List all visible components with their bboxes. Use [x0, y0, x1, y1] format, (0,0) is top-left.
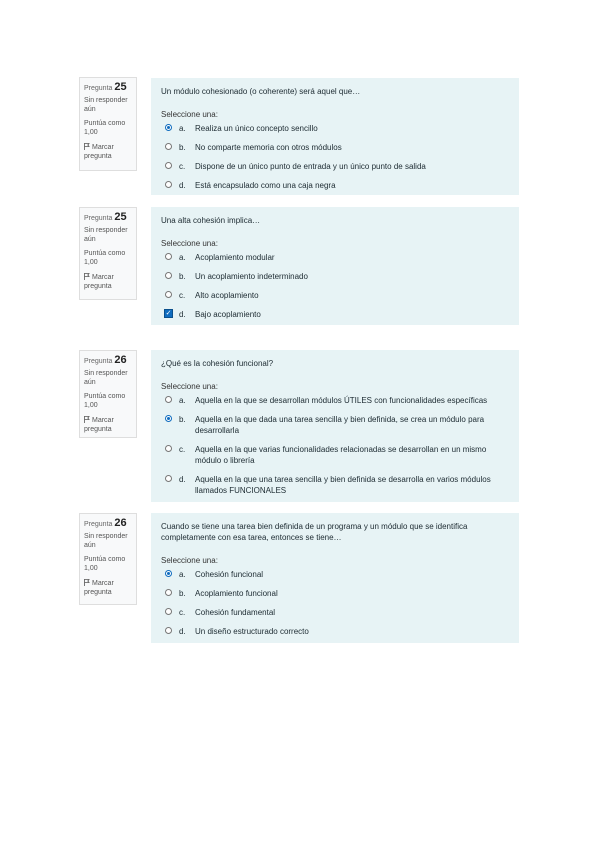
checkmark-icon[interactable]: ✓: [165, 310, 172, 317]
question-info: [79, 513, 137, 605]
answer-option[interactable]: b. Un acoplamiento indeterminado: [161, 271, 509, 282]
flag-icon: [84, 273, 90, 280]
question-info: [79, 350, 137, 438]
question-points: Puntúa como 1,00: [84, 120, 126, 136]
question-status: Sin responder aún: [84, 370, 128, 386]
answer-option[interactable]: b. Acoplamiento funcional: [161, 588, 509, 599]
question-points: Puntúa como 1,00: [84, 393, 126, 409]
radio-button[interactable]: [165, 396, 172, 403]
question-status: Sin responder aún: [84, 97, 128, 113]
flag-icon: [84, 416, 90, 423]
radio-button[interactable]: [165, 143, 172, 150]
answer-option[interactable]: a. Acoplamiento modular: [161, 252, 509, 263]
question-content: [151, 350, 519, 502]
flag-icon: [84, 143, 90, 150]
question-number: 25: [114, 211, 127, 223]
question-text: Cuando se tiene una tarea bien definida de un programa y un módulo que se identifica completamente con esa tarea, entonces se tiene…: [161, 522, 468, 542]
radio-button[interactable]: [165, 475, 172, 482]
question-content: [151, 207, 519, 325]
flag-question-button[interactable]: Marcar pregunta: [84, 580, 114, 596]
radio-button[interactable]: [165, 162, 172, 169]
answer-option[interactable]: c. Alto acoplamiento: [161, 290, 509, 301]
answer-option[interactable]: c. Aquella en la que varias funcionalidades relacionadas se desarrollan en un mismo módulo o librería: [161, 444, 509, 466]
radio-button[interactable]: [165, 291, 172, 298]
answer-prompt: Seleccione una:: [161, 110, 218, 119]
answer-option[interactable]: d. Un diseño estructurado correcto: [161, 626, 509, 637]
answer-prompt: Seleccione una:: [161, 556, 218, 565]
question-number: 26: [114, 517, 127, 529]
radio-button[interactable]: [165, 253, 172, 260]
question-info: [79, 207, 137, 300]
question-number: 26: [114, 354, 127, 366]
question-status: Sin responder aún: [84, 533, 128, 549]
radio-button[interactable]: [165, 181, 172, 188]
flag-question-button[interactable]: Marcar pregunta: [84, 274, 114, 290]
question-info: [79, 77, 137, 171]
question-points: Puntúa como 1,00: [84, 556, 126, 572]
flag-question-button[interactable]: Marcar pregunta: [84, 417, 114, 433]
answer-option[interactable]: c. Cohesión fundamental: [161, 607, 509, 618]
question-points: Puntúa como 1,00: [84, 250, 126, 266]
flag-question-button[interactable]: Marcar pregunta: [84, 144, 114, 160]
question-status: Sin responder aún: [84, 227, 128, 243]
answer-option[interactable]: a. Aquella en la que se desarrollan módulos ÚTILES con funcionalidades específicas: [161, 395, 509, 406]
question-content: [151, 78, 519, 195]
radio-button[interactable]: [165, 589, 172, 596]
radio-selected[interactable]: [165, 570, 172, 577]
question-number-label: Pregunta 26: [84, 354, 127, 366]
question-content: [151, 513, 519, 643]
radio-selected[interactable]: [165, 124, 172, 131]
answer-option[interactable]: a. Cohesión funcional: [161, 569, 509, 580]
question-number-label: Pregunta 26: [84, 517, 127, 529]
answer-option[interactable]: b. Aquella en la que dada una tarea sencilla y bien definida, se crea un módulo para desarrollarla: [161, 414, 509, 436]
answer-option[interactable]: d. Aquella en la que una tarea sencilla y bien definida se desarrolla en varios módulos llamados FUNCIONALES: [161, 474, 509, 496]
question-number: 25: [114, 81, 127, 93]
radio-selected[interactable]: [165, 415, 172, 422]
flag-icon: [84, 579, 90, 586]
answer-option[interactable]: c. Dispone de un único punto de entrada y un único punto de salida: [161, 161, 509, 172]
radio-button[interactable]: [165, 445, 172, 452]
question-text: Una alta cohesión implica…: [161, 216, 261, 225]
question-text: ¿Qué es la cohesión funcional?: [161, 359, 274, 368]
answer-option[interactable]: d. Está encapsulado como una caja negra: [161, 180, 509, 191]
radio-button[interactable]: [165, 272, 172, 279]
question-number-label: Pregunta 25: [84, 211, 127, 223]
question-text: Un módulo cohesionado (o coherente) será aquel que…: [161, 87, 361, 96]
answer-option[interactable]: b. No comparte memoria con otros módulos: [161, 142, 509, 153]
question-number-label: Pregunta 25: [84, 81, 127, 93]
answer-option[interactable]: a. Realiza un único concepto sencillo: [161, 123, 509, 134]
answer-option[interactable]: ✓ d. Bajo acoplamiento: [165, 310, 261, 319]
radio-button[interactable]: [165, 608, 172, 615]
answer-prompt: Seleccione una:: [161, 382, 218, 391]
answer-prompt: Seleccione una:: [161, 239, 218, 248]
radio-button[interactable]: [165, 627, 172, 634]
